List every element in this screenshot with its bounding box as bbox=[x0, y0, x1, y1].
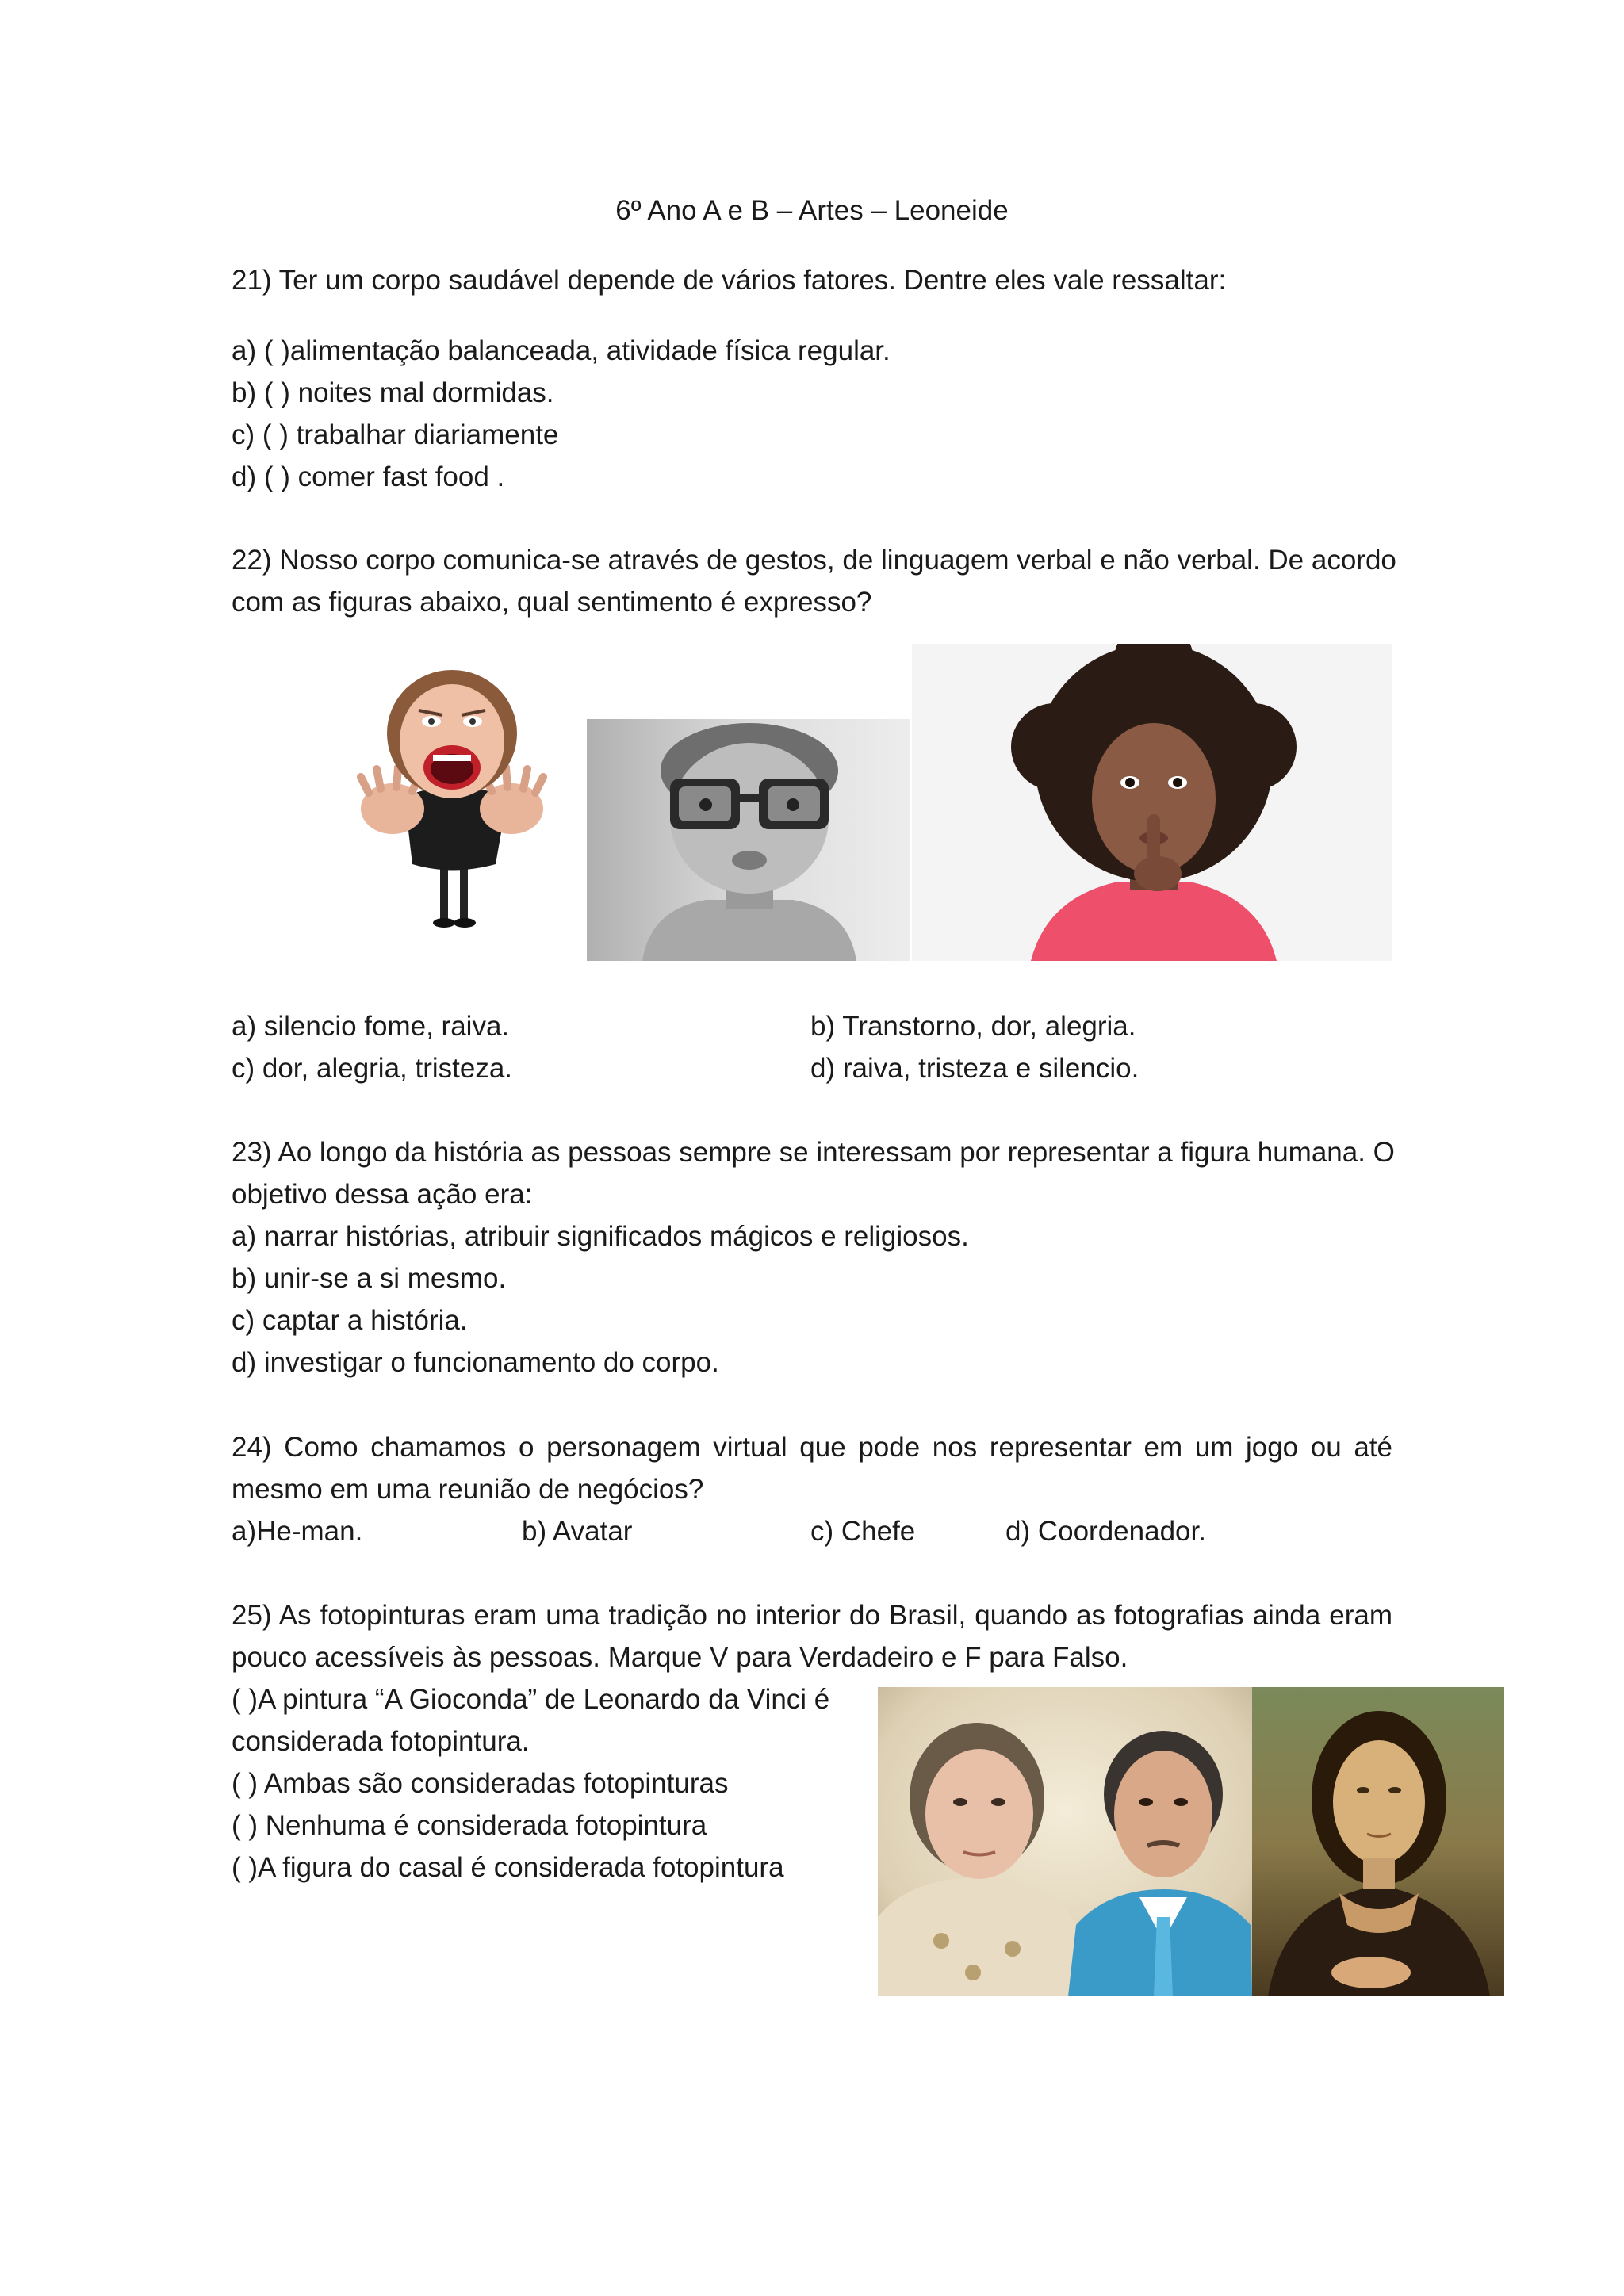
q21-option-d: d) ( ) comer fast food . bbox=[232, 461, 505, 492]
q23-option-c: c) captar a história. bbox=[232, 1305, 468, 1336]
q21-option-a: a) ( )alimentação balanceada, atividade física regular. bbox=[232, 335, 891, 366]
q25-item-4: ( )A figura do casal é considerada fotopintura bbox=[232, 1852, 784, 1883]
q24-option-b: b) Avatar bbox=[522, 1516, 633, 1547]
q23-option-d: d) investigar o funcionamento do corpo. bbox=[232, 1347, 719, 1378]
q24-option-d: d) Coordenador. bbox=[1005, 1516, 1206, 1547]
q23-option-a: a) narrar histórias, atribuir significados mágicos e religiosos. bbox=[232, 1221, 969, 1252]
q25-item-1: ( )A pintura “A Gioconda” de Leonardo da Vinci é bbox=[232, 1684, 830, 1715]
q24-question-line2: mesmo em uma reunião de negócios? bbox=[232, 1474, 704, 1505]
screaming-woman-photo bbox=[349, 658, 555, 943]
q21-question: 21) Ter um corpo saudável depende de vários fatores. Dentre eles vale ressaltar: bbox=[232, 265, 1227, 296]
q23-question-line1: 23) Ao longo da história as pessoas sempre se interessam por representar a figura humana. O bbox=[232, 1137, 1395, 1168]
q23-option-b: b) unir-se a si mesmo. bbox=[232, 1263, 507, 1294]
boy-glasses-photo bbox=[587, 719, 910, 961]
q22-option-b: b) Transtorno, dor, alegria. bbox=[810, 1011, 1136, 1042]
q25-item-3: ( ) Nenhuma é considerada fotopintura bbox=[232, 1810, 707, 1841]
q21-option-b: b) ( ) noites mal dormidas. bbox=[232, 377, 554, 408]
mona-lisa-photo bbox=[1252, 1687, 1504, 1996]
q25-question-line2: pouco acessíveis às pessoas. Marque V para Verdadeiro e F para Falso. bbox=[232, 1642, 1128, 1673]
q25-item-1-cont: considerada fotopintura. bbox=[232, 1726, 530, 1757]
couple-fotopintura-photo bbox=[878, 1687, 1252, 1996]
q24-option-c: c) Chefe bbox=[810, 1516, 916, 1547]
q24-question-line1: 24) Como chamamos o personagem virtual que pode nos representar em um jogo ou até bbox=[232, 1432, 1392, 1463]
q22-question-line2: com as figuras abaixo, qual sentimento é expresso? bbox=[232, 587, 872, 618]
page-title: 6º Ano A e B – Artes – Leoneide bbox=[615, 195, 1009, 226]
q22-option-c: c) dor, alegria, tristeza. bbox=[232, 1053, 513, 1084]
q25-question-line1: 25) As fotopinturas eram uma tradição no interior do Brasil, quando as fotografias ainda eram bbox=[232, 1600, 1392, 1631]
q23-question-line2: objetivo dessa ação era: bbox=[232, 1179, 533, 1210]
q22-option-a: a) silencio fome, raiva. bbox=[232, 1011, 510, 1042]
q21-option-c: c) ( ) trabalhar diariamente bbox=[232, 419, 559, 450]
q22-option-d: d) raiva, tristeza e silencio. bbox=[810, 1053, 1139, 1084]
q24-option-a: a)He-man. bbox=[232, 1516, 363, 1547]
q22-question-line1: 22) Nosso corpo comunica-se através de gestos, de linguagem verbal e não verbal. De acordo bbox=[232, 545, 1396, 576]
girl-silence-photo bbox=[912, 644, 1392, 961]
q25-item-2: ( ) Ambas são consideradas fotopinturas bbox=[232, 1768, 729, 1799]
